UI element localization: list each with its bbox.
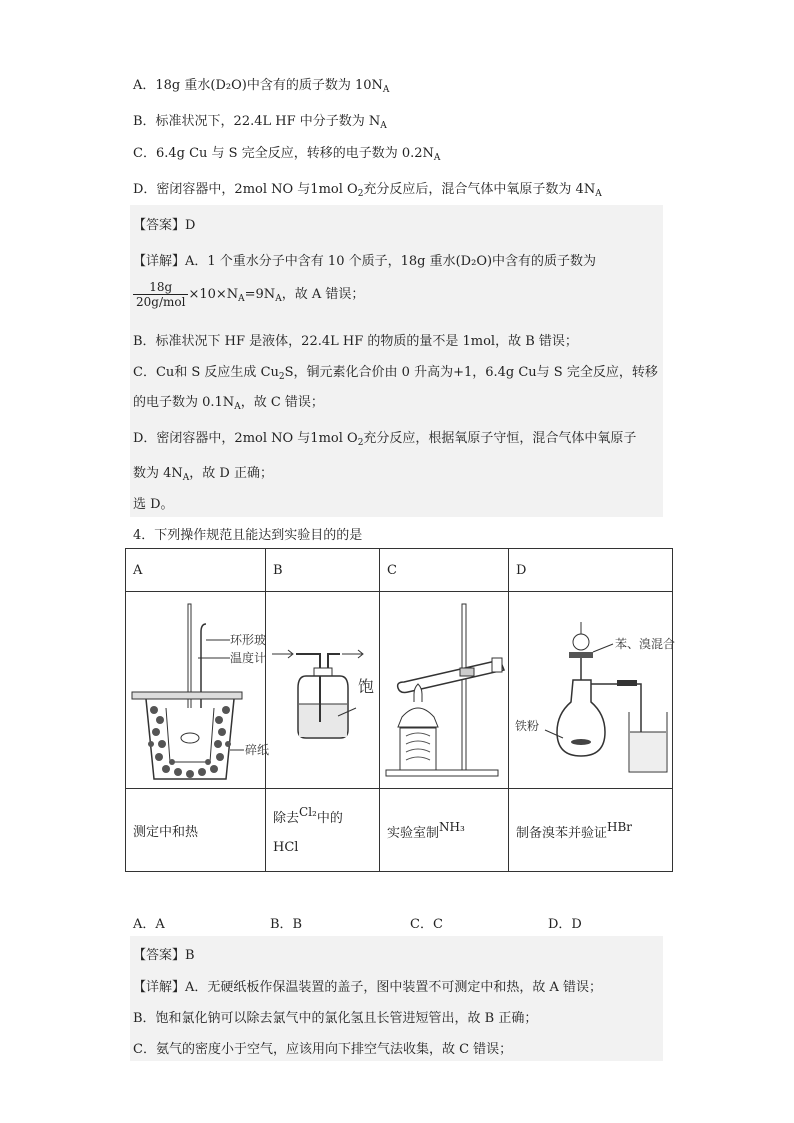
q4-explanation-b: B．饱和氯化钠可以除去氯气中的氯化氢且长管进短管出，故 B 正确；: [133, 1011, 538, 1026]
label-ring-stirrer: 环形玻: [230, 633, 267, 647]
q3-option-a-tail: 中含有的质子数为 10N: [246, 78, 383, 93]
table-header-row: [126, 549, 673, 592]
q3-selection: 选 D。: [133, 497, 174, 512]
q3-explanation-c2: [133, 391, 324, 412]
q4-choice-d: D．D: [548, 917, 582, 932]
q3-option-c-text: C．6.4g Cu 与 S 完全反应，转移的电子数为 0.2N: [133, 146, 434, 161]
q3-option-a: [133, 74, 389, 95]
subscript: A: [380, 121, 387, 131]
table-purpose-row: [126, 789, 673, 872]
label-saturated: 饱: [358, 677, 375, 696]
purpose-b-line2: HCl: [273, 840, 299, 855]
q3-exp-d2-tail: ，故 D 正确；: [189, 466, 273, 481]
diagram-a-cell: [126, 592, 270, 789]
purpose-d-text: 制备溴苯并验证: [516, 825, 608, 841]
fraction-end: ，故 A 错误；: [281, 287, 365, 302]
fraction: [133, 280, 188, 309]
q3-exp-a-formula: (D₂O): [455, 254, 493, 269]
q3-exp-d1-tail: 充分反应，根据氧原子守恒，混合气体中氧原子: [363, 431, 637, 446]
q3-answer: 【答案】D: [133, 218, 196, 233]
purpose-b-tail: 中的: [316, 811, 343, 826]
q3-explanation-c1: [133, 361, 658, 382]
subscript: A: [382, 85, 390, 95]
q4-choice-b: B．B: [270, 917, 303, 932]
q4-experiment-table: [125, 548, 676, 872]
purpose-b-text: 除去: [273, 811, 300, 826]
purpose-c-text: 实验室制: [387, 825, 440, 841]
q3-explanation-b: B．标准状况下 HF 是液体，22.4L HF 的物质的量不是 1mol，故 B 错误；: [133, 334, 578, 349]
label-thermometer: 温度计: [230, 651, 267, 665]
fraction-result: =9N: [244, 287, 276, 302]
table-header-b: B: [266, 549, 380, 592]
subscript: A: [234, 402, 241, 412]
q4-explanation-a: 【详解】A．无硬纸板作保温装置的盖子，图中装置不可测定中和热，故 A 错误；: [133, 980, 603, 995]
purpose-c-formula: NH₃: [439, 819, 465, 834]
bromobenzene-diagram: [509, 592, 676, 788]
purpose-c: [380, 789, 509, 872]
purpose-b-formula: Cl₂: [299, 805, 317, 819]
table-header-c: C: [380, 549, 509, 592]
label-benzene-bromine: 苯、溴混合: [615, 637, 676, 651]
q3-exp-d1-text: D．密闭容器中，2mol NO 与1mol O: [133, 431, 358, 446]
diagram-b-cell: [266, 592, 380, 789]
q3-explanation-d1: [133, 427, 636, 448]
label-iron-powder: 铁粉: [515, 719, 540, 733]
q3-option-d-text: D．密闭容器中，2mol NO 与1mol O: [133, 182, 358, 197]
purpose-a: 测定中和热: [126, 789, 266, 872]
diagram-d-cell: [509, 592, 676, 789]
q3-explanation-d2: [133, 462, 273, 483]
q3-option-c: [133, 142, 440, 163]
purpose-b: [266, 789, 380, 872]
q3-exp-c1-text: C．Cu和 S 反应生成 Cu: [133, 365, 279, 380]
q4-explanation-c: C．氨气的密度小于空气，应该用向下排空气法收集，故 C 错误；: [133, 1042, 513, 1057]
q3-exp-a-tail: 中含有的质子数为: [492, 254, 597, 269]
fraction-numerator: 18g: [133, 280, 188, 295]
fraction-tail: ×10×N: [188, 287, 239, 302]
q3-option-b: [133, 110, 387, 131]
label-paper-scraps: 碎纸: [245, 743, 270, 757]
table-diagram-row: [126, 592, 673, 789]
subscript: A: [433, 153, 441, 163]
calorimeter-diagram: [126, 592, 270, 788]
q4-choice-c: C．C: [410, 917, 443, 932]
q3-explanation-a: [133, 250, 596, 269]
subscript: 2: [278, 372, 285, 382]
q3-exp-c1-tail: S，铜元素化合价由 0 升高为+1，6.4g Cu与 S 完全反应，转移: [284, 365, 658, 380]
q3-exp-d2-text: 数为 4N: [133, 466, 183, 481]
fraction-denominator: 20g/mol: [136, 295, 186, 309]
q3-option-a-text: A．18g 重水: [133, 78, 211, 93]
q3-exp-c2-text: 的电子数为 0.1N: [133, 395, 235, 410]
q3-option-b-text: B．标准状况下，22.4L HF 中分子数为 N: [133, 114, 381, 129]
purpose-d: [509, 789, 673, 872]
subscript: A: [595, 189, 602, 199]
q4-choice-a: A．A: [133, 917, 165, 932]
subscript: 2: [357, 189, 364, 199]
subscript: A: [182, 473, 190, 483]
q4-answer: 【答案】B: [133, 948, 195, 963]
q4-stem: 4．下列操作规范且能达到实验目的的是: [133, 528, 363, 543]
table-header-d: D: [509, 549, 673, 592]
q3-exp-c2-tail: ，故 C 错误；: [240, 395, 324, 410]
q3-option-a-formula: (D₂O): [210, 78, 247, 93]
purpose-d-formula: HBr: [607, 819, 633, 834]
gas-washing-bottle-diagram: [266, 592, 379, 788]
subscript: A: [238, 294, 245, 304]
ammonia-prep-diagram: [380, 592, 508, 788]
q3-option-d: [133, 178, 602, 199]
diagram-c-cell: [380, 592, 509, 789]
q3-option-d-tail: 充分反应后，混合气体中氧原子数为 4N: [363, 182, 596, 197]
subscript: A: [275, 294, 282, 304]
subscript: 2: [357, 438, 364, 448]
table-header-a: A: [126, 549, 266, 592]
q3-exp-a-text: 【详解】A．1 个重水分子中含有 10 个质子，18g 重水: [133, 254, 456, 269]
q3-fraction-line: [133, 280, 364, 309]
